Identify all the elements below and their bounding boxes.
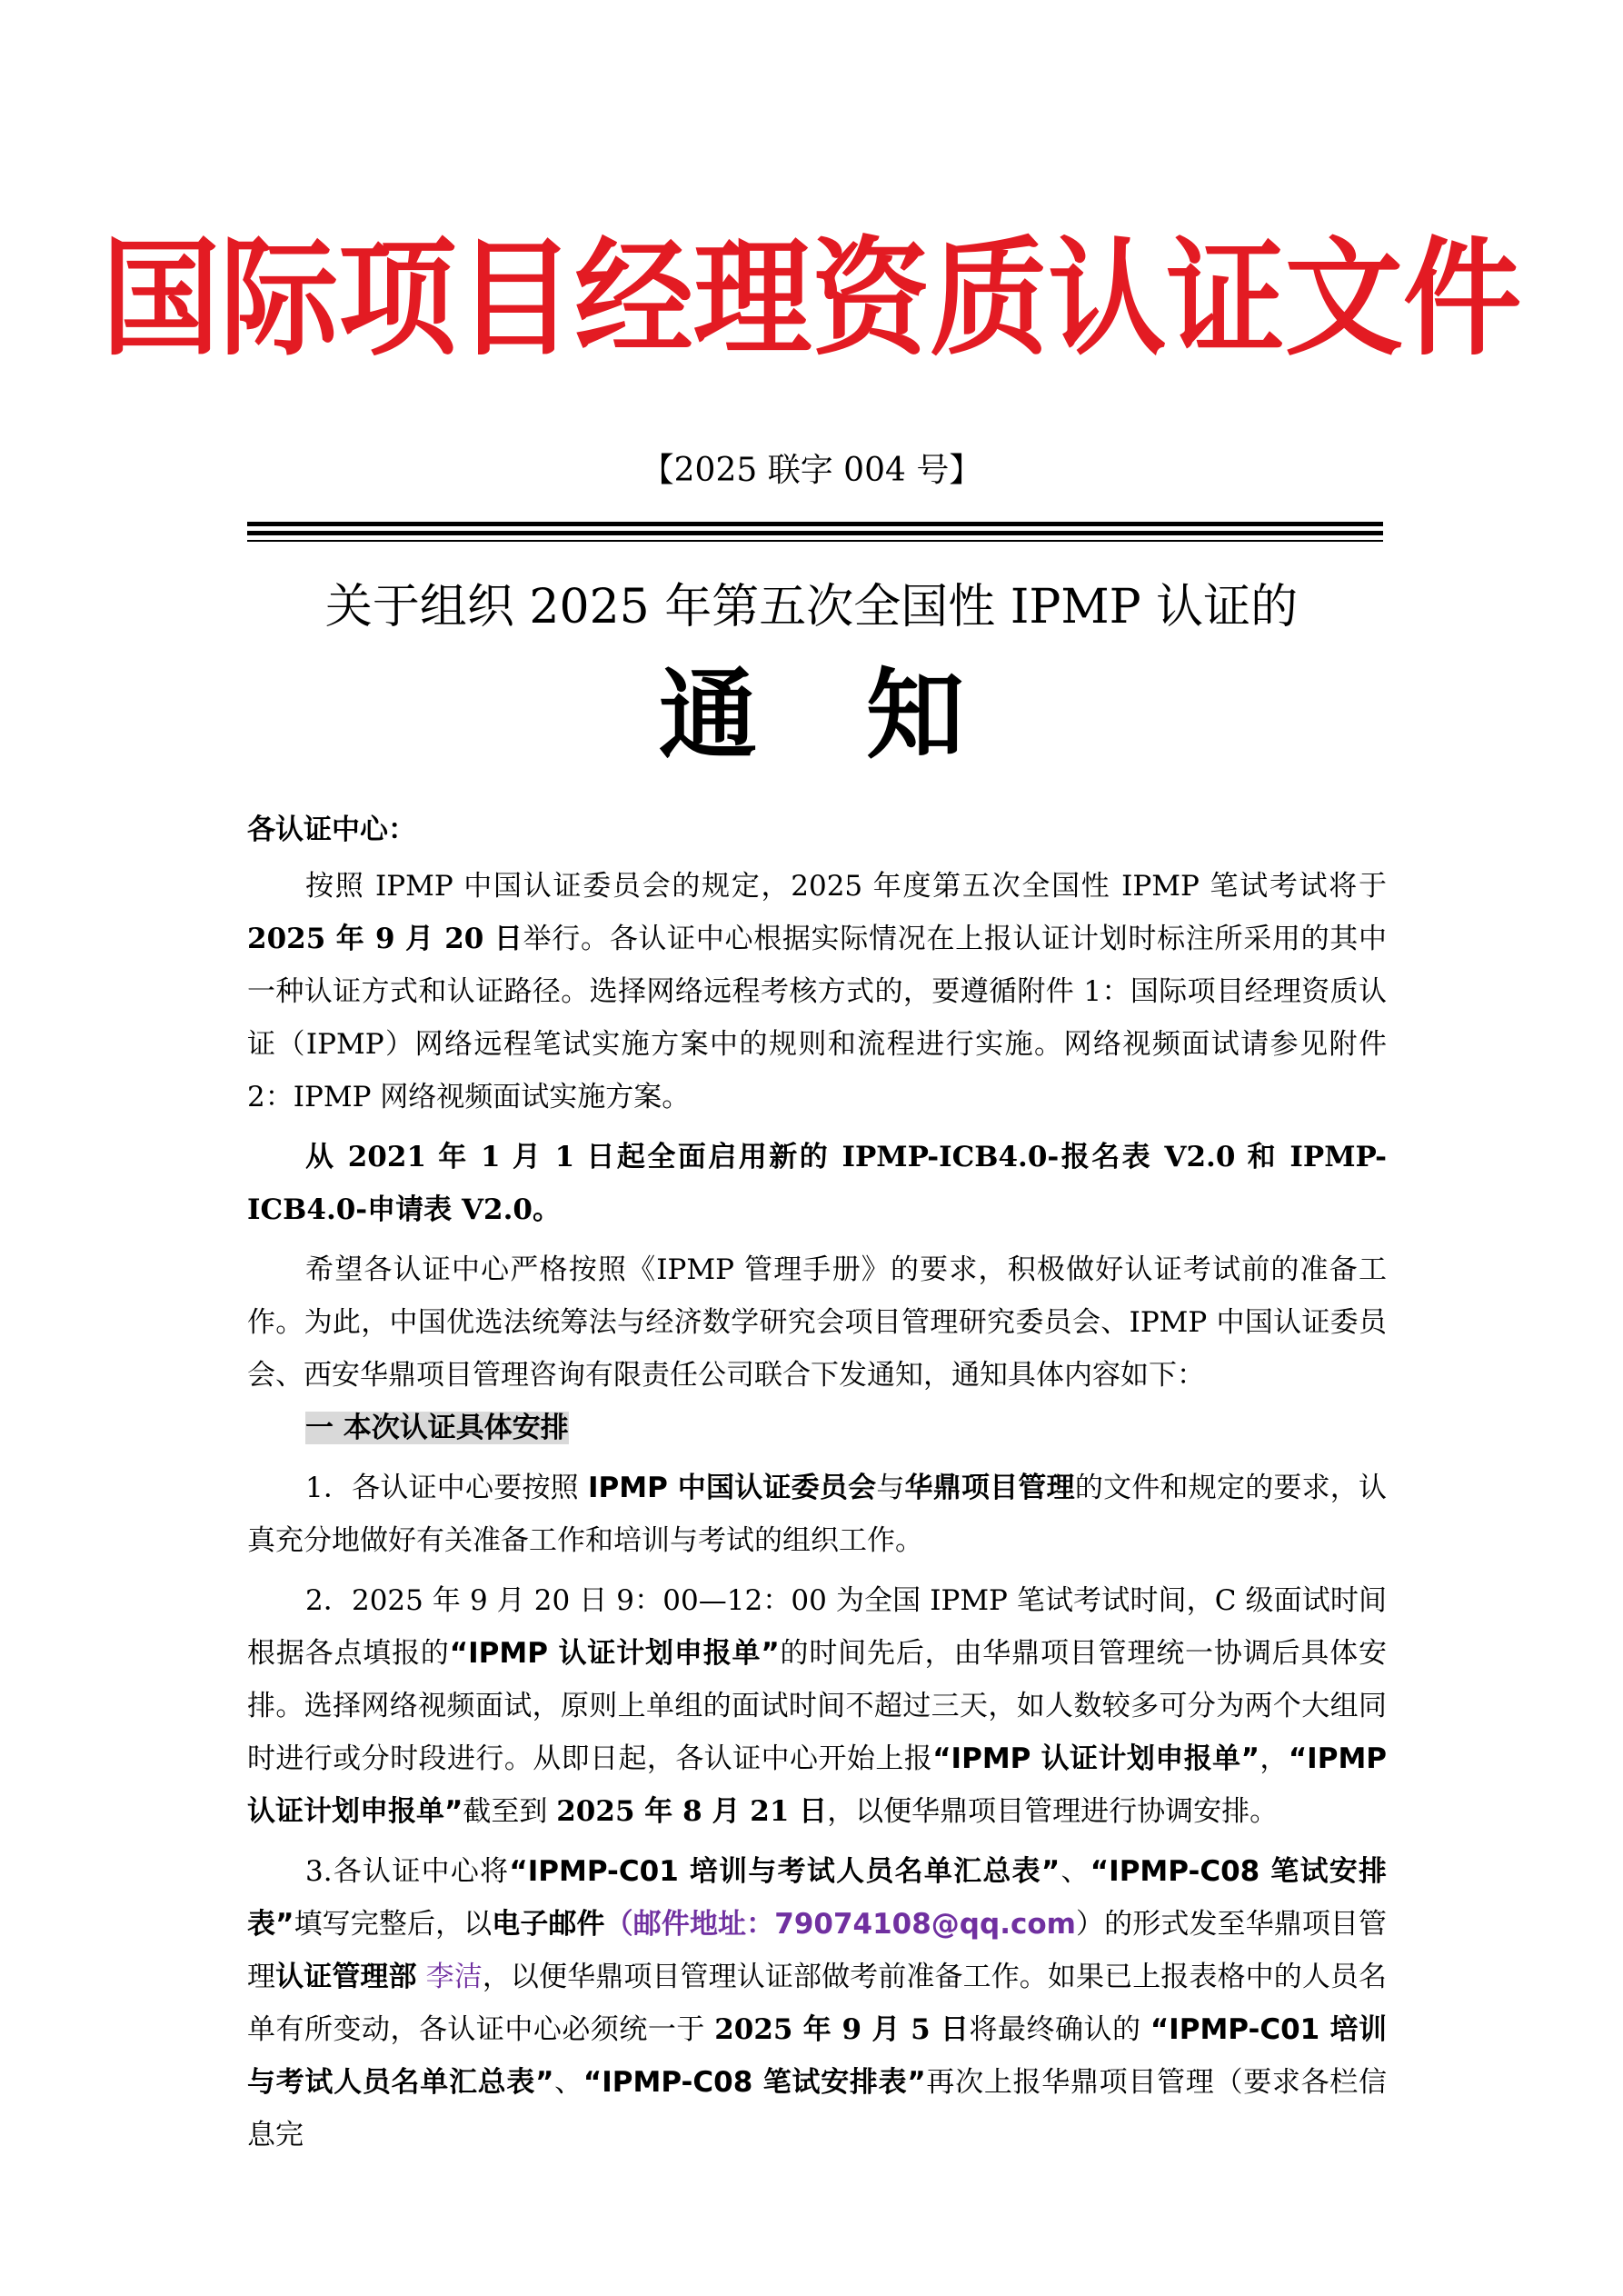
salutation: 各认证中心： <box>247 814 416 846</box>
email-address: 邮件地址：79074108@qq.com <box>632 1908 1076 1941</box>
section-heading-1: 一 本次认证具体安排 <box>305 1412 569 1444</box>
document-number: 【2025 联字 004 号】 <box>641 452 982 489</box>
header-rule-thick-1 <box>247 522 1383 526</box>
item-3: 3.各认证中心将“IPMP-C01 培训与考试人员名单汇总表”、“IPMP-C08 笔试安排表”填写完整后，以电子邮件（邮件地址：79074108@qq.com）的形式发至华鼎项目管理认证管理部 李洁，以便华鼎项目管理认证部做考前准备工作。如果已上报表格中的人员名单有所变动，各认证中心必须统一于 2025 年 9 月 5 日将最终确认的 “IPMP-C01 培训与考试人员名单汇总表”、“IPMP-C08 笔试安排表”再次上报华鼎项目管理（要求各栏信息完 <box>247 1855 1388 2151</box>
notice-heading-char-2: 知 <box>866 658 965 773</box>
item-2: 2．2025 年 9 月 20 日 9：00—12：00 为全国 IPMP 笔试考试时间，C 级面试时间根据各点填报的“IPMP 认证计划申报单”的时间先后，由华鼎项目管理统一协调后具体安排。选择网络视频面试，原则上单组的面试时间不超过三天，如人数较多可分为两个大组同时进行或分时段进行。从即日起，各认证中心开始上报“IPMP 认证计划申报单”，“IPMP 认证计划申报单”截至到 2025 年 8 月 21 日，以便华鼎项目管理进行协调安排。 <box>247 1584 1388 1828</box>
exam-date: 2025 年 9 月 20 日 <box>247 923 523 955</box>
document-body <box>247 804 1387 2161</box>
item-1: 1．各认证中心要按照 IPMP 中国认证委员会与华鼎项目管理的文件和规定的要求，认真充分地做好有关准备工作和培训与考试的组织工作。 <box>247 1472 1388 1557</box>
header-rule-thin <box>247 540 1383 542</box>
notice-title: 关于组织 2025 年第五次全国性 IPMP 认证的 <box>324 580 1299 634</box>
paragraph-1: 按照 IPMP 中国认证委员会的规定，2025 年度第五次全国性 IPMP 笔试考试将于 2025 年 9 月 20 日举行。各认证中心根据实际情况在上报认证计划时标注所采用的其中一种认证方式和认证路径。选择网络远程考核方式的，要遵循附件 1：国际项目经理资质认证（IPMP）网络远程笔试实施方案中的规则和流程进行实施。网络视频面试请参见附件 2：IPMP 网络视频面试实施方案。 <box>247 870 1388 1113</box>
header-rule-thick-2 <box>247 531 1383 535</box>
paragraph-2: 从 2021 年 1 月 1 日起全面启用新的 IPMP-ICB4.0-报名表 V2.0 和 IPMP-ICB4.0-申请表 V2.0。 <box>247 1141 1387 1226</box>
paragraph-3: 希望各认证中心严格按照《IPMP 管理手册》的要求，积极做好认证考试前的准备工作。为此，中国优选法统筹法与经济数学研究会项目管理研究委员会、IPMP 中国认证委员会、西安华鼎项目管理咨询有限责任公司联合下发通知，通知具体内容如下： <box>247 1253 1387 1392</box>
notice-heading <box>0 656 1623 774</box>
masthead-title: 国际项目经理资质认证文件 <box>101 225 1522 374</box>
contact-name: 李洁 <box>425 1961 483 1993</box>
notice-heading-char-1: 通 <box>658 658 757 773</box>
